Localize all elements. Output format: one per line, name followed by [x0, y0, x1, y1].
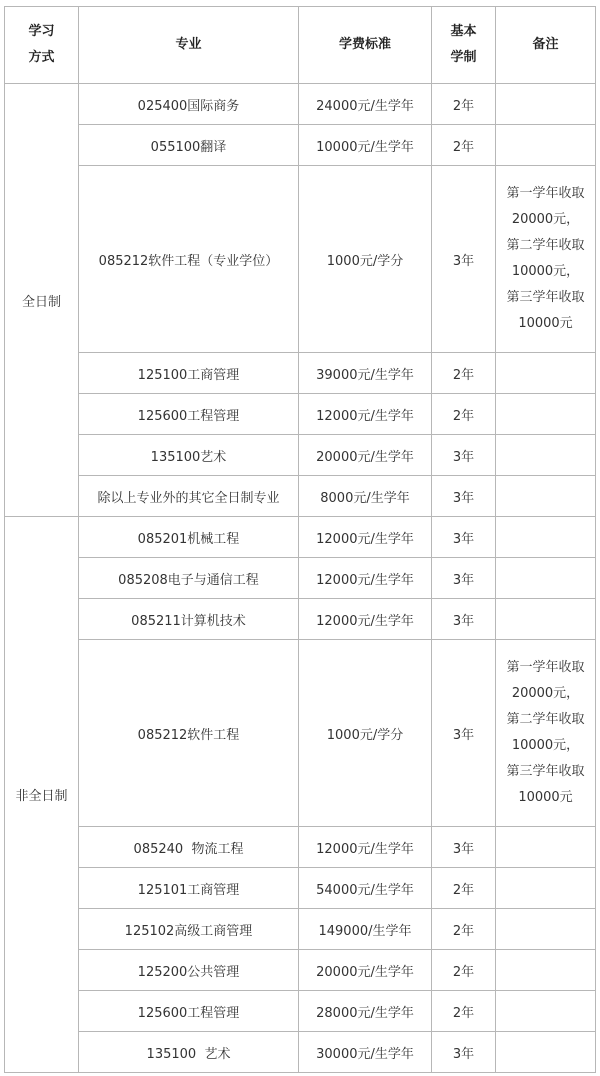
fee-cell: 30000元/生学年 — [299, 1032, 432, 1073]
fee-cell: 149000/生学年 — [299, 909, 432, 950]
note-line: 第三学年收取 — [506, 764, 585, 779]
header-years — [432, 7, 496, 84]
table-row — [5, 599, 596, 640]
note-cell — [496, 868, 596, 909]
fee-cell: 24000元/生学年 — [299, 84, 432, 125]
major-cell: 125102高级工商管理 — [79, 909, 299, 950]
table-row — [5, 353, 596, 394]
note-cell — [496, 827, 596, 868]
note-line: 10000元， — [511, 738, 580, 753]
years-cell: 3年 — [432, 558, 496, 599]
table-row — [5, 84, 596, 125]
major-cell: 135100艺术 — [79, 435, 299, 476]
header-study-mode-line2: 方式 — [28, 50, 55, 65]
fee-cell: 12000元/生学年 — [299, 558, 432, 599]
years-cell: 2年 — [432, 353, 496, 394]
header-years-line2: 学制 — [450, 50, 477, 65]
years-cell: 2年 — [432, 909, 496, 950]
fee-cell: 54000元/生学年 — [299, 868, 432, 909]
fee-cell: 12000元/生学年 — [299, 394, 432, 435]
table-row — [5, 909, 596, 950]
note-line: 10000元， — [511, 264, 580, 279]
years-cell: 2年 — [432, 125, 496, 166]
years-cell: 3年 — [432, 1032, 496, 1073]
major-cell: 135100 艺术 — [79, 1032, 299, 1073]
years-cell: 2年 — [432, 84, 496, 125]
header-study-mode — [5, 7, 79, 84]
table-row — [5, 125, 596, 166]
table-row — [5, 827, 596, 868]
years-cell: 2年 — [432, 950, 496, 991]
note-cell — [496, 435, 596, 476]
table-row — [5, 517, 596, 558]
major-cell: 055100翻译 — [79, 125, 299, 166]
group-parttime: 非全日制 — [5, 517, 79, 1073]
fee-cell: 20000元/生学年 — [299, 950, 432, 991]
tuition-table — [4, 6, 596, 1073]
note-line: 第一学年收取 — [506, 186, 585, 201]
header-years-line1: 基本 — [450, 24, 477, 39]
note-cell — [496, 517, 596, 558]
table-row — [5, 558, 596, 599]
major-cell: 125100工商管理 — [79, 353, 299, 394]
fee-cell: 39000元/生学年 — [299, 353, 432, 394]
years-cell: 3年 — [432, 476, 496, 517]
major-cell: 125101工商管理 — [79, 868, 299, 909]
note-cell — [496, 125, 596, 166]
years-cell: 3年 — [432, 435, 496, 476]
fee-cell: 10000元/生学年 — [299, 125, 432, 166]
note-line: 第二学年收取 — [506, 712, 585, 727]
note-line: 第一学年收取 — [506, 660, 585, 675]
note-cell — [496, 353, 596, 394]
note-cell — [496, 599, 596, 640]
header-study-mode-line1: 学习 — [28, 24, 55, 39]
fee-cell: 8000元/生学年 — [299, 476, 432, 517]
group-fulltime: 全日制 — [5, 84, 79, 517]
note-line: 第二学年收取 — [506, 238, 585, 253]
table-row — [5, 435, 596, 476]
fee-cell: 1000元/学分 — [299, 166, 432, 353]
table-row — [5, 476, 596, 517]
years-cell: 2年 — [432, 394, 496, 435]
table-row — [5, 166, 596, 353]
major-cell: 085212软件工程（专业学位） — [79, 166, 299, 353]
major-cell: 085208电子与通信工程 — [79, 558, 299, 599]
years-cell: 3年 — [432, 640, 496, 827]
note-cell — [496, 640, 596, 827]
fee-cell: 20000元/生学年 — [299, 435, 432, 476]
note-cell — [496, 558, 596, 599]
note-line: 第三学年收取 — [506, 290, 585, 305]
note-line: 20000元， — [511, 686, 580, 701]
note-line: 10000元 — [518, 316, 573, 331]
major-cell: 除以上专业外的其它全日制专业 — [79, 476, 299, 517]
years-cell: 2年 — [432, 991, 496, 1032]
note-cell — [496, 991, 596, 1032]
years-cell: 2年 — [432, 868, 496, 909]
note-cell — [496, 1032, 596, 1073]
major-cell: 125200公共管理 — [79, 950, 299, 991]
table-row — [5, 991, 596, 1032]
table-row — [5, 394, 596, 435]
fee-cell: 28000元/生学年 — [299, 991, 432, 1032]
table-row — [5, 640, 596, 827]
fee-cell: 12000元/生学年 — [299, 599, 432, 640]
note-cell — [496, 84, 596, 125]
note-cell — [496, 166, 596, 353]
years-cell: 3年 — [432, 166, 496, 353]
major-cell: 025400国际商务 — [79, 84, 299, 125]
major-cell: 085201机械工程 — [79, 517, 299, 558]
note-cell — [496, 476, 596, 517]
fee-cell: 1000元/学分 — [299, 640, 432, 827]
header-note: 备注 — [496, 7, 596, 84]
note-line: 10000元 — [518, 790, 573, 805]
years-cell: 3年 — [432, 827, 496, 868]
major-cell: 125600工程管理 — [79, 394, 299, 435]
note-cell — [496, 394, 596, 435]
fee-cell: 12000元/生学年 — [299, 827, 432, 868]
header-major: 专业 — [79, 7, 299, 84]
major-cell: 085211计算机技术 — [79, 599, 299, 640]
major-cell: 125600工程管理 — [79, 991, 299, 1032]
note-cell — [496, 950, 596, 991]
table-row — [5, 868, 596, 909]
table-row — [5, 1032, 596, 1073]
fee-cell: 12000元/生学年 — [299, 517, 432, 558]
major-cell: 085240 物流工程 — [79, 827, 299, 868]
note-line: 20000元， — [511, 212, 580, 227]
major-cell: 085212软件工程 — [79, 640, 299, 827]
note-cell — [496, 909, 596, 950]
table-header-row — [5, 7, 596, 84]
years-cell: 3年 — [432, 517, 496, 558]
header-fee: 学费标准 — [299, 7, 432, 84]
years-cell: 3年 — [432, 599, 496, 640]
table-row — [5, 950, 596, 991]
